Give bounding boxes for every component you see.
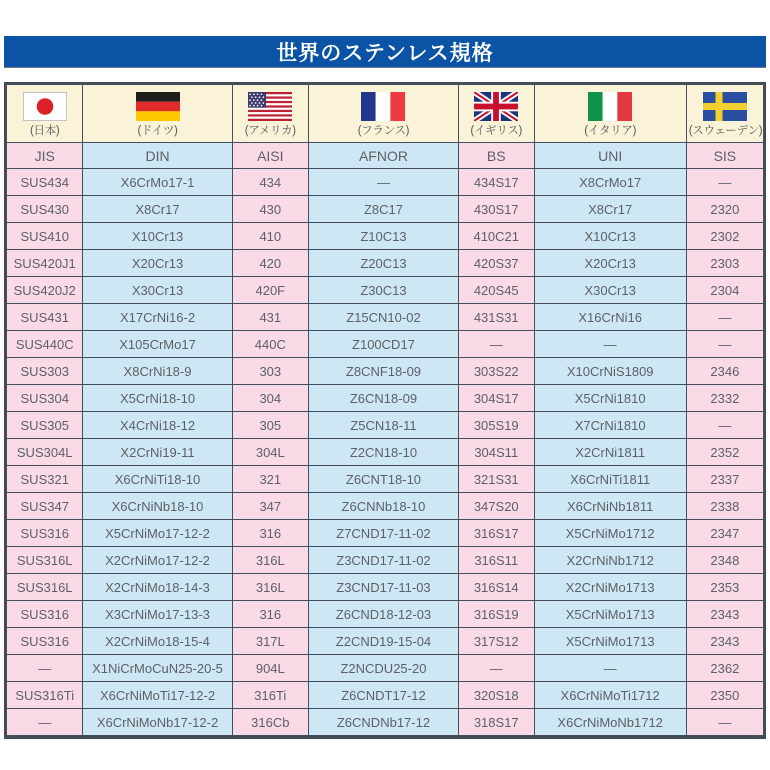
table-cell: X5CrNi1810: [534, 385, 686, 412]
table-cell: Z6CNT18-10: [309, 466, 459, 493]
table-row: [7, 628, 764, 655]
table-cell: 304S17: [458, 385, 534, 412]
table-cell: 430: [232, 196, 308, 223]
country-header-sweden: [686, 85, 763, 143]
table-cell: Z6CND18-12-03: [309, 601, 459, 628]
table-cell: 410C21: [458, 223, 534, 250]
table-cell: Z6CNDNb17-12: [309, 709, 459, 736]
table-cell: 2343: [686, 601, 763, 628]
table-cell: X1NiCrMoCuN25-20-5: [83, 655, 232, 682]
table-cell: 304: [232, 385, 308, 412]
table-cell: 2347: [686, 520, 763, 547]
table-cell: X2CrNi19-11: [83, 439, 232, 466]
table-cell: 316L: [232, 574, 308, 601]
table-cell: X8Cr17: [534, 196, 686, 223]
table-row: [7, 304, 764, 331]
country-label: (イタリア): [584, 124, 637, 137]
flag-france-icon: [361, 92, 405, 121]
table-cell: —: [686, 304, 763, 331]
table-cell: X5CrNiMo1712: [534, 520, 686, 547]
table-cell: 317L: [232, 628, 308, 655]
table-cell: X6CrNiMoNb1712: [534, 709, 686, 736]
table-cell: Z10C13: [309, 223, 459, 250]
table-cell: 430S17: [458, 196, 534, 223]
table-cell: 316: [232, 520, 308, 547]
country-label: (フランス): [357, 124, 410, 137]
table-cell: 2338: [686, 493, 763, 520]
table-cell: 316L: [232, 547, 308, 574]
table-cell: —: [686, 331, 763, 358]
table-cell: SUS316: [7, 601, 83, 628]
table-cell: —: [686, 169, 763, 196]
table-cell: X5CrNi18-10: [83, 385, 232, 412]
table-cell: 2352: [686, 439, 763, 466]
table-row: [7, 439, 764, 466]
table-row: [7, 547, 764, 574]
table-cell: 2350: [686, 682, 763, 709]
table-cell: 316S14: [458, 574, 534, 601]
table-cell: 316: [232, 601, 308, 628]
table-cell: X20Cr13: [534, 250, 686, 277]
table-cell: X30Cr13: [534, 277, 686, 304]
table-cell: X8Cr17: [83, 196, 232, 223]
standard-code-header-bs: BS: [458, 143, 534, 169]
table-cell: 2302: [686, 223, 763, 250]
table-cell: SUS304L: [7, 439, 83, 466]
table-cell: 2346: [686, 358, 763, 385]
table-cell: —: [309, 169, 459, 196]
table-cell: 410: [232, 223, 308, 250]
table-cell: 2304: [686, 277, 763, 304]
table-cell: —: [534, 331, 686, 358]
table-cell: Z15CN10-02: [309, 304, 459, 331]
table-cell: X8CrMo17: [534, 169, 686, 196]
table-cell: X7CrNi1810: [534, 412, 686, 439]
table-cell: 420: [232, 250, 308, 277]
country-header-uk: [458, 85, 534, 143]
table-cell: SUS305: [7, 412, 83, 439]
table-cell: —: [458, 655, 534, 682]
table-cell: —: [458, 331, 534, 358]
table-row: [7, 331, 764, 358]
table-row: [7, 412, 764, 439]
country-header-japan: [7, 85, 83, 143]
table-cell: X6CrMo17-1: [83, 169, 232, 196]
flag-japan-icon: [23, 92, 67, 121]
table-row: [7, 358, 764, 385]
table-cell: 321S31: [458, 466, 534, 493]
table-cell: Z5CN18-11: [309, 412, 459, 439]
country-header-germany: [83, 85, 232, 143]
table-cell: X5CrNiMo1713: [534, 601, 686, 628]
country-label: (日本): [29, 124, 60, 137]
country-label: (アメリカ): [244, 124, 296, 137]
table-cell: 2337: [686, 466, 763, 493]
table-cell: 304S11: [458, 439, 534, 466]
table-cell: X6CrNiMoTi1712: [534, 682, 686, 709]
table-row: [7, 682, 764, 709]
table-cell: Z3CND17-11-03: [309, 574, 459, 601]
standard-code-header-sis: SIS: [686, 143, 763, 169]
table-cell: SUS430: [7, 196, 83, 223]
table-row: [7, 466, 764, 493]
country-label: (ドイツ): [137, 124, 178, 137]
table-cell: 440C: [232, 331, 308, 358]
table-row: [7, 493, 764, 520]
table-cell: X2CrNi1811: [534, 439, 686, 466]
table-cell: X6CrNiMoTi17-12-2: [83, 682, 232, 709]
table-cell: X2CrNiMo18-14-3: [83, 574, 232, 601]
table-cell: 316S17: [458, 520, 534, 547]
table-cell: 316S11: [458, 547, 534, 574]
table-cell: 420F: [232, 277, 308, 304]
table-row: [7, 574, 764, 601]
standard-code-header-din: DIN: [83, 143, 232, 169]
table-cell: 2348: [686, 547, 763, 574]
table-cell: SUS316L: [7, 574, 83, 601]
table-cell: SUS316: [7, 628, 83, 655]
table-cell: SUS440C: [7, 331, 83, 358]
table-cell: SUS420J2: [7, 277, 83, 304]
table-cell: X6CrNiTi18-10: [83, 466, 232, 493]
table-cell: Z7CND17-11-02: [309, 520, 459, 547]
table-cell: 2320: [686, 196, 763, 223]
country-header-usa: [232, 85, 308, 143]
table-cell: 2362: [686, 655, 763, 682]
table-cell: SUS410: [7, 223, 83, 250]
table-row: [7, 385, 764, 412]
table-cell: 434S17: [458, 169, 534, 196]
table-cell: X10Cr13: [83, 223, 232, 250]
flag-uk-icon: [474, 92, 518, 121]
table-cell: X2CrNiNb1712: [534, 547, 686, 574]
table-cell: Z8CNF18-09: [309, 358, 459, 385]
table-cell: Z2NCDU25-20: [309, 655, 459, 682]
header-row-standards: [7, 143, 764, 169]
table-row: [7, 520, 764, 547]
table-row: [7, 169, 764, 196]
table-cell: 318S17: [458, 709, 534, 736]
table-cell: X2CrNiMo1713: [534, 574, 686, 601]
table-cell: 316Ti: [232, 682, 308, 709]
table-cell: SUS316: [7, 520, 83, 547]
table-cell: X17CrNi16-2: [83, 304, 232, 331]
table-cell: 303S22: [458, 358, 534, 385]
table-cell: SUS431: [7, 304, 83, 331]
table-cell: SUS321: [7, 466, 83, 493]
table-row: [7, 709, 764, 736]
table-cell: 347: [232, 493, 308, 520]
standard-code-header-aisi: AISI: [232, 143, 308, 169]
title-bar: [4, 36, 766, 68]
table-cell: SUS316Ti: [7, 682, 83, 709]
table-cell: 316Cb: [232, 709, 308, 736]
table-row: [7, 601, 764, 628]
table-cell: Z3CND17-11-02: [309, 547, 459, 574]
table-cell: Z8C17: [309, 196, 459, 223]
table-cell: Z6CN18-09: [309, 385, 459, 412]
flag-italy-icon: [588, 92, 632, 121]
table-cell: X8CrNi18-9: [83, 358, 232, 385]
table-cell: —: [686, 709, 763, 736]
country-header-italy: [534, 85, 686, 143]
table-cell: X10Cr13: [534, 223, 686, 250]
table-cell: X2CrNiMo18-15-4: [83, 628, 232, 655]
table-cell: SUS303: [7, 358, 83, 385]
table-cell: 316S19: [458, 601, 534, 628]
table-cell: 431: [232, 304, 308, 331]
table-wrap: [4, 82, 766, 739]
page-title: 世界のステンレス規格: [276, 41, 494, 65]
table-cell: 304L: [232, 439, 308, 466]
table-cell: SUS304: [7, 385, 83, 412]
table-row: [7, 196, 764, 223]
table-cell: X30Cr13: [83, 277, 232, 304]
table-row: [7, 655, 764, 682]
table-cell: 305S19: [458, 412, 534, 439]
table-cell: —: [534, 655, 686, 682]
flag-sweden-icon: [703, 92, 747, 121]
table-body: [7, 169, 764, 736]
table-cell: 431S31: [458, 304, 534, 331]
table-cell: SUS434: [7, 169, 83, 196]
table-cell: 2303: [686, 250, 763, 277]
table-cell: 2353: [686, 574, 763, 601]
table-cell: Z6CNNb18-10: [309, 493, 459, 520]
table-cell: X3CrNiMo17-13-3: [83, 601, 232, 628]
table-cell: 434: [232, 169, 308, 196]
table-cell: Z20C13: [309, 250, 459, 277]
table-cell: X5CrNiMo17-12-2: [83, 520, 232, 547]
table-cell: Z2CN18-10: [309, 439, 459, 466]
table-cell: Z6CNDT17-12: [309, 682, 459, 709]
country-label: (イギリス): [470, 124, 523, 137]
flag-usa-icon: [248, 92, 292, 121]
table-cell: X6CrNiTi1811: [534, 466, 686, 493]
standard-code-header-afnor: AFNOR: [309, 143, 459, 169]
table-cell: 904L: [232, 655, 308, 682]
flag-germany-icon: [136, 92, 180, 121]
standard-code-header-jis: JIS: [7, 143, 83, 169]
table-cell: Z100CD17: [309, 331, 459, 358]
standard-code-header-uni: UNI: [534, 143, 686, 169]
table-cell: Z30C13: [309, 277, 459, 304]
table-cell: 321: [232, 466, 308, 493]
table-cell: X10CrNiS1809: [534, 358, 686, 385]
table-cell: 420S45: [458, 277, 534, 304]
table-cell: X6CrNiNb1811: [534, 493, 686, 520]
table-cell: X5CrNiMo1713: [534, 628, 686, 655]
table-cell: 303: [232, 358, 308, 385]
table-cell: X4CrNi18-12: [83, 412, 232, 439]
table-cell: 305: [232, 412, 308, 439]
table-cell: —: [686, 412, 763, 439]
table-cell: X6CrNiMoNb17-12-2: [83, 709, 232, 736]
table-cell: SUS347: [7, 493, 83, 520]
table-row: [7, 250, 764, 277]
table-cell: 2343: [686, 628, 763, 655]
table-cell: —: [7, 655, 83, 682]
standards-table: [6, 84, 764, 736]
table-cell: X20Cr13: [83, 250, 232, 277]
table-cell: 317S12: [458, 628, 534, 655]
table-cell: X2CrNiMo17-12-2: [83, 547, 232, 574]
table-cell: 420S37: [458, 250, 534, 277]
country-header-france: [309, 85, 459, 143]
table-cell: X105CrMo17: [83, 331, 232, 358]
table-cell: —: [7, 709, 83, 736]
country-label: (スウェーデン): [688, 124, 763, 137]
table-cell: SUS316L: [7, 547, 83, 574]
header-row-flags: [7, 85, 764, 143]
table-cell: 320S18: [458, 682, 534, 709]
table-cell: X16CrNi16: [534, 304, 686, 331]
table-cell: 2332: [686, 385, 763, 412]
table-cell: 347S20: [458, 493, 534, 520]
table-cell: X6CrNiNb18-10: [83, 493, 232, 520]
table-row: [7, 277, 764, 304]
table-row: [7, 223, 764, 250]
table-cell: Z2CND19-15-04: [309, 628, 459, 655]
table-cell: SUS420J1: [7, 250, 83, 277]
